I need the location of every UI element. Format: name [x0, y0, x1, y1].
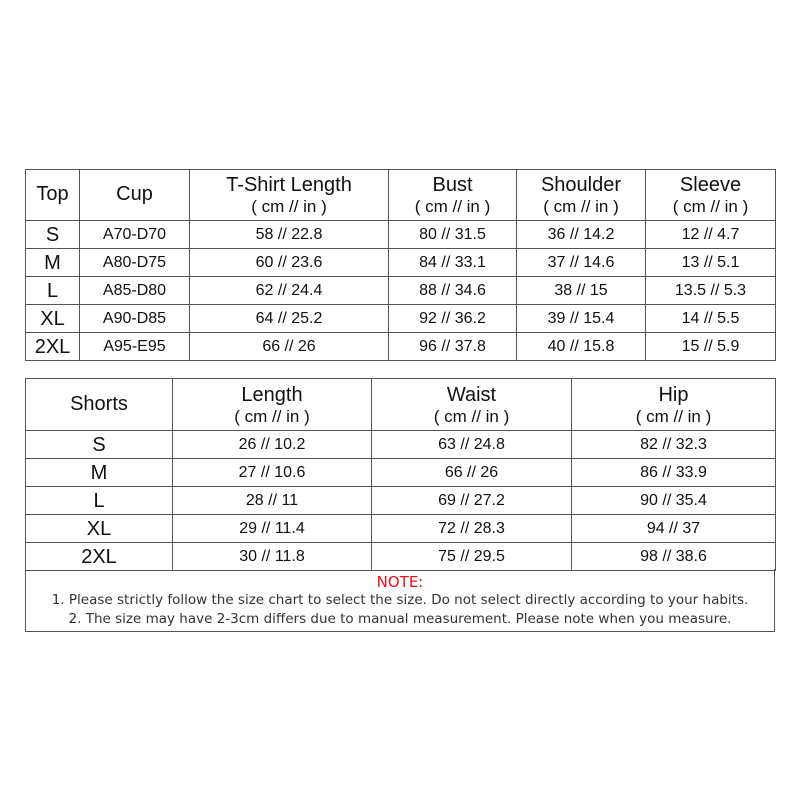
table-row	[26, 305, 776, 333]
bust-cell: 88 // 34.6	[389, 277, 517, 305]
sleeve-header-label: Sleeve	[679, 174, 742, 196]
hip-header-label: Hip	[658, 383, 689, 406]
bust-cell: 84 // 33.1	[389, 249, 517, 277]
waist-cell: 72 // 28.3	[372, 515, 572, 543]
shoulder-column-header	[517, 170, 646, 221]
tshirt-length-cell: 60 // 23.6	[190, 249, 389, 277]
length-column-header	[173, 379, 372, 431]
waist-header-label: Waist	[446, 383, 497, 406]
shorts-header-label: Shorts	[70, 392, 128, 415]
bust-cell: 80 // 31.5	[389, 221, 517, 249]
tshirt-length-column-header	[190, 170, 389, 221]
size-cell: M	[26, 249, 80, 277]
size-cell: M	[26, 459, 173, 487]
unit-label: ( cm // in )	[234, 406, 310, 426]
size-cell: 2XL	[26, 543, 173, 571]
bust-header-label: Bust	[432, 174, 473, 196]
bust-column-header	[389, 170, 517, 221]
top-header-row	[26, 170, 776, 221]
bust-cell: 96 // 37.8	[389, 333, 517, 361]
unit-label: ( cm // in )	[414, 197, 491, 216]
unit-label: ( cm // in )	[672, 197, 749, 216]
waist-cell: 75 // 29.5	[372, 543, 572, 571]
shoulder-cell: 36 // 14.2	[517, 221, 646, 249]
note-section	[25, 569, 775, 632]
table-row	[26, 249, 776, 277]
length-header-label: Length	[241, 383, 303, 406]
size-cell: XL	[26, 305, 80, 333]
table-row	[26, 515, 776, 543]
waist-column-header	[372, 379, 572, 431]
size-cell: S	[26, 431, 173, 459]
hip-cell: 90 // 35.4	[572, 487, 776, 515]
table-row	[26, 277, 776, 305]
top-header-label: Top	[36, 183, 69, 205]
shorts-column-header	[26, 379, 173, 431]
shoulder-cell: 40 // 15.8	[517, 333, 646, 361]
cup-header-label: Cup	[116, 183, 153, 205]
length-cell: 29 // 11.4	[173, 515, 372, 543]
hip-cell: 94 // 37	[572, 515, 776, 543]
tshirt-length-cell: 62 // 24.4	[190, 277, 389, 305]
cup-cell: A90-D85	[80, 305, 190, 333]
table-row	[26, 431, 776, 459]
length-cell: 26 // 10.2	[173, 431, 372, 459]
bust-cell: 92 // 36.2	[389, 305, 517, 333]
waist-cell: 69 // 27.2	[372, 487, 572, 515]
tshirt-length-cell: 66 // 26	[190, 333, 389, 361]
unit-label: ( cm // in )	[251, 197, 327, 216]
shoulder-cell: 39 // 15.4	[517, 305, 646, 333]
length-cell: 27 // 10.6	[173, 459, 372, 487]
top-column-header	[26, 170, 80, 221]
hip-cell: 82 // 32.3	[572, 431, 776, 459]
top-size-table	[25, 169, 776, 361]
shorts-header-row	[26, 379, 776, 431]
hip-cell: 86 // 33.9	[572, 459, 776, 487]
tshirt-length-cell: 64 // 25.2	[190, 305, 389, 333]
table-row	[26, 487, 776, 515]
waist-cell: 66 // 26	[372, 459, 572, 487]
size-cell: L	[26, 487, 173, 515]
hip-column-header	[572, 379, 776, 431]
unit-label: ( cm // in )	[433, 406, 510, 426]
shoulder-cell: 38 // 15	[517, 277, 646, 305]
table-row	[26, 459, 776, 487]
cup-cell: A70-D70	[80, 221, 190, 249]
size-cell: 2XL	[26, 333, 80, 361]
size-cell: L	[26, 277, 80, 305]
cup-cell: A80-D75	[80, 249, 190, 277]
hip-cell: 98 // 38.6	[572, 543, 776, 571]
shoulder-cell: 37 // 14.6	[517, 249, 646, 277]
cup-cell: A85-D80	[80, 277, 190, 305]
waist-cell: 63 // 24.8	[372, 431, 572, 459]
sleeve-cell: 15 // 5.9	[646, 333, 776, 361]
length-cell: 28 // 11	[173, 487, 372, 515]
size-cell: XL	[26, 515, 173, 543]
note-line-1: 1. Please strictly follow the size chart to select the size. Do not select directly according to your habits.	[51, 592, 749, 608]
unit-label: ( cm // in )	[635, 406, 712, 426]
cup-column-header	[80, 170, 190, 221]
shoulder-header-label: Shoulder	[540, 174, 622, 196]
tshirt-length-cell: 58 // 22.8	[190, 221, 389, 249]
sleeve-column-header	[646, 170, 776, 221]
length-cell: 30 // 11.8	[173, 543, 372, 571]
unit-label: ( cm // in )	[543, 197, 619, 216]
tshirt-length-header-label: T-Shirt Length	[226, 174, 352, 196]
note-title: NOTE:	[376, 573, 424, 591]
sleeve-cell: 13 // 5.1	[646, 249, 776, 277]
cup-cell: A95-E95	[80, 333, 190, 361]
table-row	[26, 333, 776, 361]
note-line-2: 2. The size may have 2-3cm differs due to manual measurement. Please note when you measure.	[68, 611, 732, 627]
table-row	[26, 221, 776, 249]
table-row	[26, 543, 776, 571]
sleeve-cell: 12 // 4.7	[646, 221, 776, 249]
size-cell: S	[26, 221, 80, 249]
shorts-size-table	[25, 378, 776, 571]
sleeve-cell: 13.5 // 5.3	[646, 277, 776, 305]
sleeve-cell: 14 // 5.5	[646, 305, 776, 333]
